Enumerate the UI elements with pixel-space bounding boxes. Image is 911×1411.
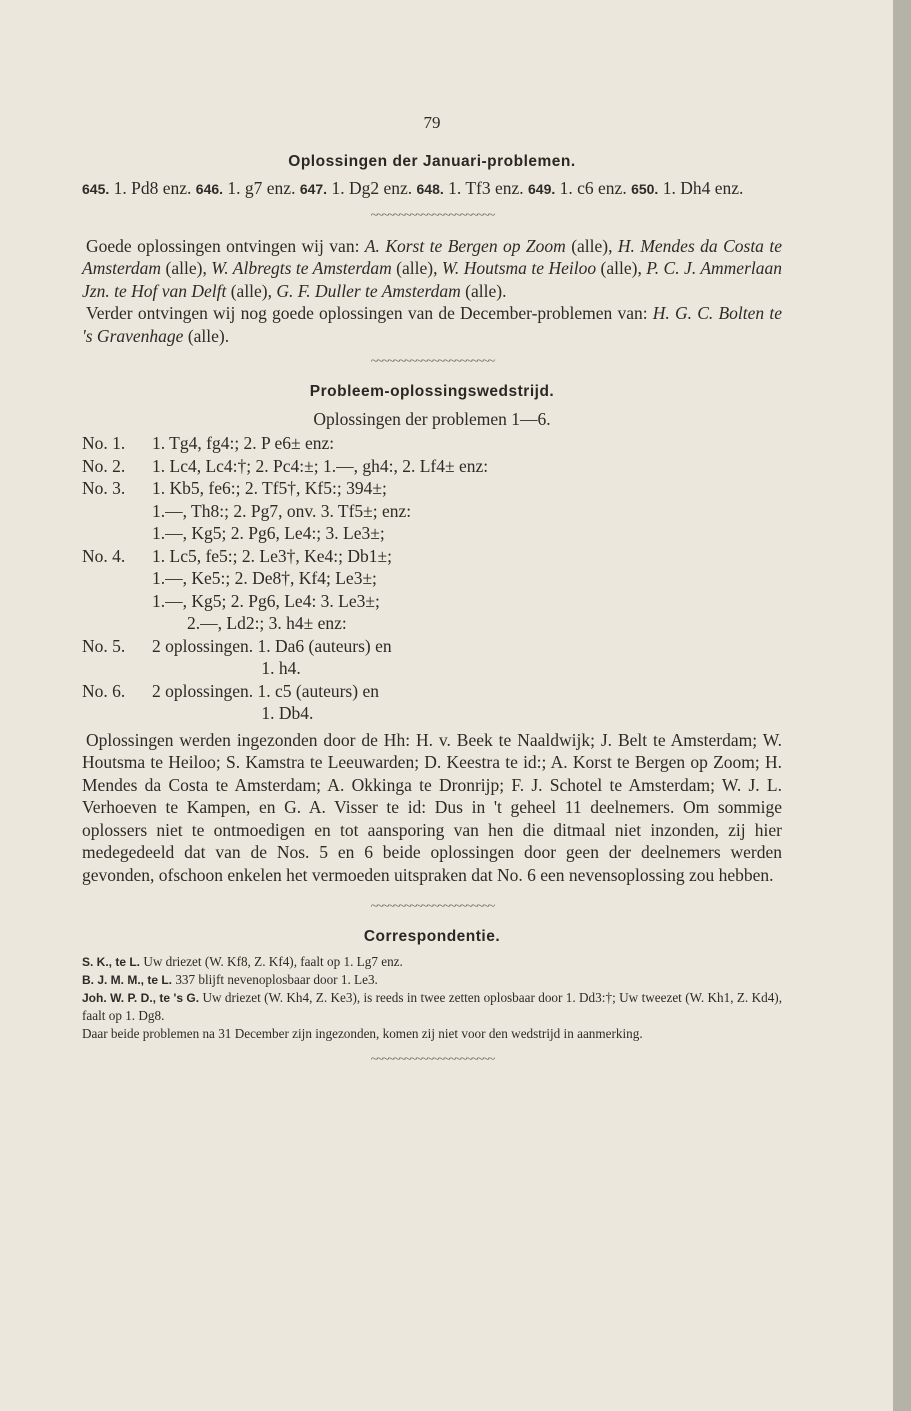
problem-label xyxy=(82,522,152,545)
solver-note: (alle), xyxy=(596,258,647,278)
solution-moves: 1. Lc5, fe5:; 2. Le3†, Ke4:; Db1±; xyxy=(152,545,392,566)
problem-label xyxy=(82,500,152,523)
section-title-contest: Probleem-oplossingswedstrijd. xyxy=(309,383,555,400)
correspondence-text: Uw driezet (W. Kh4, Z. Ke3), is reeds in twee zetten oplosbaar door 1. Dd3:†; Uw tweezet (W. Kh1, Z. Kd4), faalt op 1. Dg8. xyxy=(82,989,782,1023)
solution-moves: 1. Lc4, Lc4:†; 2. Pc4:±; 1.—, gh4:, 2. Lf4± enz: xyxy=(152,455,489,476)
correspondence-text: 337 blijft nevenoplosbaar door 1. Le3. xyxy=(172,971,378,987)
contest-solution-row xyxy=(82,612,782,635)
document-body xyxy=(82,112,782,1079)
december-solver-name: H. G. C. Bolten te 's Gravenhage xyxy=(82,303,782,346)
solver-note: (alle), xyxy=(391,258,442,278)
solver-note: (alle), xyxy=(226,280,277,301)
contest-solution-row xyxy=(82,567,782,590)
ornament-divider: ~~~~~~~~~~~~~~~~~~~~~~ xyxy=(370,1051,494,1067)
correspondence-text: Uw driezet (W. Kf8, Z. Kf4), faalt op 1. Lg7 enz. xyxy=(140,953,403,969)
ornament-divider: ~~~~~~~~~~~~~~~~~~~~~~ xyxy=(370,354,494,369)
solver-note: (alle), xyxy=(161,258,212,278)
contest-solution-row xyxy=(82,500,782,523)
solvers-paragraph xyxy=(82,235,782,303)
correspondence-item xyxy=(82,953,782,971)
ornament-divider: ~~~~~~~~~~~~~~~~~~~~~~ xyxy=(370,207,494,223)
december-intro: Verder ontvingen wij nog goede oplossingen van de December-problemen van: xyxy=(86,303,653,323)
problem-number: 650. xyxy=(631,181,659,197)
solver-name: H. Mendes da Costa te Amsterdam xyxy=(82,235,782,278)
correspondence-list xyxy=(82,953,782,1043)
page-edge xyxy=(893,0,911,1411)
solvers-intro: Goede oplossingen ontvingen wij van: xyxy=(86,235,365,256)
solver-name: W. Houtsma te Heiloo xyxy=(441,258,597,278)
page-number: 79 xyxy=(423,113,441,132)
problem-label: No. 4. xyxy=(82,545,126,566)
solver-name: G. F. Duller te Amsterdam xyxy=(276,280,461,301)
solution-moves: 1.—, Kg5; 2. Pg6, Le4:; 3. Le3±; xyxy=(152,523,385,543)
solver-name: A. Korst te Bergen op Zoom xyxy=(364,235,566,256)
problem-label: No. 5. xyxy=(82,635,126,656)
problem-label xyxy=(82,590,152,613)
solver-note: (alle), xyxy=(565,235,618,256)
correspondence-item xyxy=(82,971,782,989)
contest-solution-row xyxy=(82,635,782,658)
solution-moves: 1. Kb5, fe6:; 2. Tf5†, Kf5:; 394±; xyxy=(152,478,387,498)
contest-solution-row xyxy=(82,545,782,568)
contest-solution-row xyxy=(82,432,782,455)
section-title-january: Oplossingen der Januari-problemen. xyxy=(288,152,576,170)
december-paragraph xyxy=(82,302,782,347)
problem-label: No. 3. xyxy=(82,478,126,498)
solution-moves: 1.—, Kg5; 2. Pg6, Le4: 3. Le3±; xyxy=(152,590,380,611)
problem-label: No. 2. xyxy=(82,455,126,476)
contest-subtitle: Oplossingen der problemen 1—6. xyxy=(313,408,551,429)
december-note: (alle). xyxy=(183,325,230,346)
solution-text: 1. c6 enz. xyxy=(555,178,632,198)
solution-moves: 1.—, Ke5:; 2. De8†, Kf4; Le3±; xyxy=(152,568,377,588)
contest-solution-row xyxy=(82,702,782,725)
problem-number: 648. xyxy=(416,181,444,197)
problem-number: 649. xyxy=(528,181,556,197)
problem-label xyxy=(82,657,152,680)
solution-text: 1. Dh4 enz. xyxy=(658,178,744,198)
solution-moves: 1. Tg4, fg4:; 2. P e6± enz: xyxy=(152,433,335,453)
section-title-correspondence: Correspondentie. xyxy=(363,928,501,945)
contest-solution-row xyxy=(82,590,782,613)
problem-number: 647. xyxy=(299,181,328,197)
correspondence-closing: Daar beide problemen na 31 December zijn ingezonden, komen zij niet voor den wedstrijd in aanmerking. xyxy=(82,1025,643,1041)
contest-solution-row xyxy=(82,522,782,545)
solution-moves: 2 oplossingen. 1. c5 (auteurs) en xyxy=(152,680,379,701)
problem-number: 645. xyxy=(82,181,110,197)
correspondent: B. J. M. M., te L. xyxy=(82,972,173,987)
problem-label xyxy=(82,567,152,590)
solver-name: W. Albregts te Amsterdam xyxy=(211,258,392,278)
correspondent: Joh. W. P. D., te 's G. xyxy=(82,990,200,1005)
solution-moves: 2.—, Ld2:; 3. h4± enz: xyxy=(152,613,347,633)
problem-label xyxy=(82,702,152,725)
ornament-divider: ~~~~~~~~~~~~~~~~~~~~~~ xyxy=(370,899,494,914)
problem-label: No. 1. xyxy=(82,433,126,453)
solution-moves: 1. h4. xyxy=(152,658,301,678)
january-solutions xyxy=(82,177,782,201)
problem-label: No. 6. xyxy=(82,680,126,701)
solution-moves: 1.—, Th8:; 2. Pg7, onv. 3. Tf5±; enz: xyxy=(152,500,412,521)
solution-moves: 1. Db4. xyxy=(152,703,314,723)
correspondent: S. K., te L. xyxy=(82,954,141,969)
contest-solution-row xyxy=(82,455,782,478)
contest-solution-row xyxy=(82,680,782,703)
solution-text: 1. Pd8 enz. xyxy=(109,178,196,198)
solver-note: (alle). xyxy=(460,280,507,301)
problem-label xyxy=(82,612,152,635)
solution-text: 1. Dg2 enz. xyxy=(327,178,417,198)
contest-solution-row xyxy=(82,657,782,680)
solution-moves: 2 oplossingen. 1. Da6 (auteurs) en xyxy=(152,635,392,656)
solution-text: 1. Tf3 enz. xyxy=(443,178,529,198)
solution-text: 1. g7 enz. xyxy=(223,178,300,198)
solver-name: P. C. J. Ammerlaan Jzn. te Hof van Delft xyxy=(82,258,782,301)
problem-number: 646. xyxy=(195,181,224,197)
contest-paragraph: Oplossingen werden ingezonden door de Hh: H. v. Beek te Naaldwijk; J. Belt te Amsterdam; W. Houtsma te Heiloo; S. Kamstra te Leeuwarden; D. Keestra te id:; A. Korst te Bergen op Zoom; H. Mendes da Costa te Amsterdam; A. Okkinga te Dronrijp; F. J. Schotel te Amsterdam; W. J. L. Verhoeven te Kampen, en G. A. Visser te id: Dus in 't geheel 11 deelnemers. Om sommige oplossers niet te ontmoedigen en tot aansporing van hen die ditmaal niet inzonden, zij hier medegedeeld dat van de Nos. 5 en 6 beide oplossingen door geen der deelnemers werden gevonden, ofschoon enkelen het vermoeden uitspraken dat No. 6 een nevensoplossing zou hebben. xyxy=(82,729,782,885)
correspondence-item xyxy=(82,989,782,1025)
contest-solution-row xyxy=(82,477,782,500)
contest-solutions-list xyxy=(82,432,782,725)
